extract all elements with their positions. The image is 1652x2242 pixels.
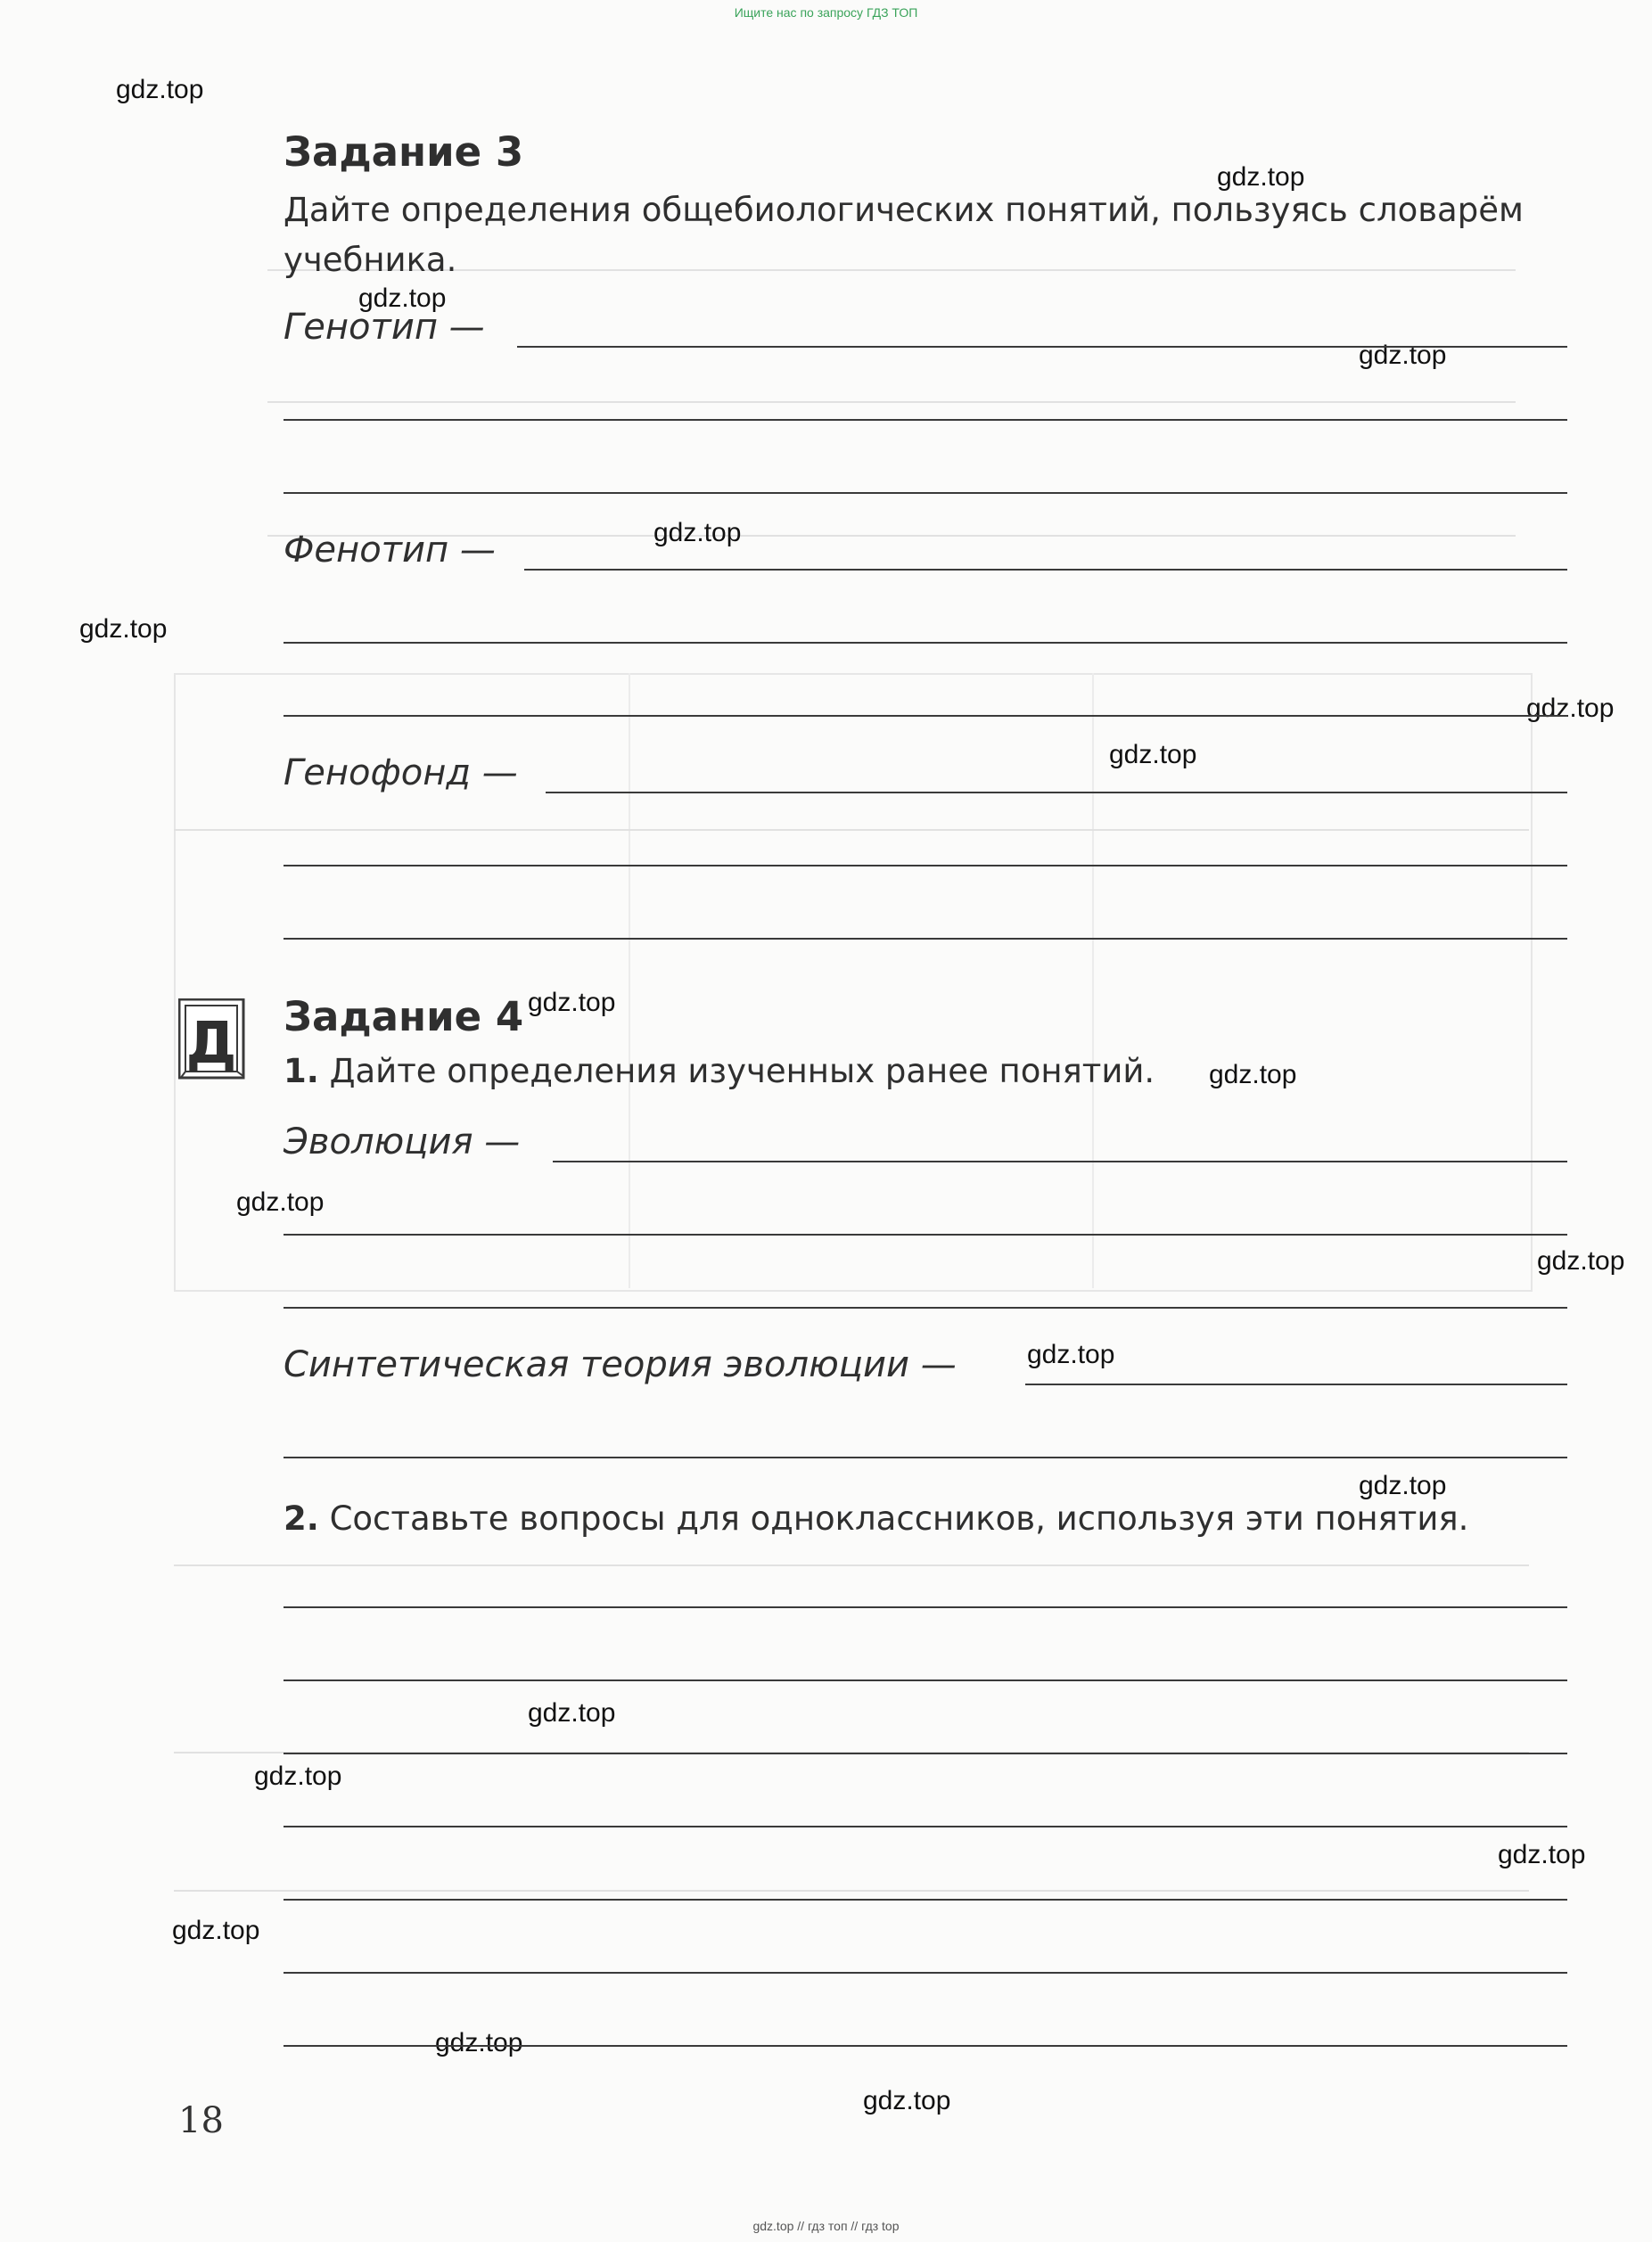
term-gene-pool: Генофонд — <box>284 752 518 793</box>
watermark: gdz.top <box>79 614 168 644</box>
watermark: gdz.top <box>236 1187 325 1217</box>
answer-line[interactable] <box>284 419 1567 421</box>
answer-line[interactable] <box>284 492 1567 494</box>
watermark: gdz.top <box>1498 1840 1586 1869</box>
task3-heading: Задание 3 <box>284 128 524 176</box>
d-letter-icon <box>178 998 250 1080</box>
answer-line[interactable] <box>284 1899 1567 1901</box>
watermark: gdz.top <box>863 2086 951 2115</box>
watermark: gdz.top <box>435 2028 523 2057</box>
term-phenotype: Фенотип — <box>284 530 496 571</box>
watermark: gdz.top <box>1359 1471 1447 1500</box>
watermark: gdz.top <box>528 988 616 1017</box>
answer-line[interactable] <box>284 2045 1567 2047</box>
term-synthetic-theory: Синтетическая теория эволюции — <box>284 1344 957 1385</box>
answer-line[interactable] <box>284 1972 1567 1974</box>
answer-line[interactable] <box>553 1161 1567 1162</box>
watermark: gdz.top <box>528 1698 616 1728</box>
answer-line[interactable] <box>524 569 1567 571</box>
watermark: gdz.top <box>1217 162 1305 192</box>
page-number: 18 <box>178 2100 224 2141</box>
watermark: gdz.top <box>116 75 204 104</box>
answer-line[interactable] <box>546 792 1567 793</box>
task4-heading: Задание 4 <box>284 993 524 1040</box>
watermark: gdz.top <box>358 283 447 313</box>
item1-number: 1. <box>284 1052 319 1090</box>
answer-line[interactable] <box>284 1307 1567 1309</box>
answer-line[interactable] <box>1025 1384 1567 1385</box>
task4-item1 <box>284 1047 1155 1096</box>
answer-line[interactable] <box>284 938 1567 940</box>
bottom-note: gdz.top // гдз топ // гдз top <box>752 2219 900 2233</box>
item1-text: Дайте определения изученных ранее понятий. <box>329 1052 1155 1090</box>
watermark: gdz.top <box>1109 740 1197 769</box>
watermark: gdz.top <box>1209 1060 1297 1089</box>
answer-line[interactable] <box>517 346 1567 348</box>
watermark: gdz.top <box>172 1916 260 1945</box>
watermark: gdz.top <box>1537 1246 1625 1276</box>
watermark: gdz.top <box>653 518 742 547</box>
top-search-note: Ищите нас по запросу ГДЗ ТОП <box>734 5 918 20</box>
item2-text: Составьте вопросы для одноклассников, используя эти понятия. <box>329 1499 1469 1538</box>
svg-text:Д: Д <box>185 1011 237 1077</box>
watermark: gdz.top <box>1027 1340 1115 1369</box>
answer-line[interactable] <box>284 1753 1567 1754</box>
watermark: gdz.top <box>254 1762 342 1791</box>
answer-line[interactable] <box>284 1457 1567 1458</box>
answer-line[interactable] <box>284 1234 1567 1236</box>
task3-instruction: Дайте определения общебиологических понятий, пользуясь словарём учебника. <box>284 191 1524 279</box>
answer-line[interactable] <box>284 1679 1567 1681</box>
task4-item2 <box>284 1494 1468 1544</box>
answer-line[interactable] <box>284 642 1567 644</box>
item2-number: 2. <box>284 1499 319 1538</box>
answer-line[interactable] <box>284 865 1567 866</box>
term-genotype: Генотип — <box>284 307 485 348</box>
answer-line[interactable] <box>284 1606 1567 1608</box>
watermark: gdz.top <box>1359 341 1447 370</box>
answer-line[interactable] <box>284 715 1567 717</box>
term-evolution: Эволюция — <box>284 1121 521 1162</box>
answer-line[interactable] <box>284 1826 1567 1827</box>
watermark: gdz.top <box>1526 694 1615 723</box>
